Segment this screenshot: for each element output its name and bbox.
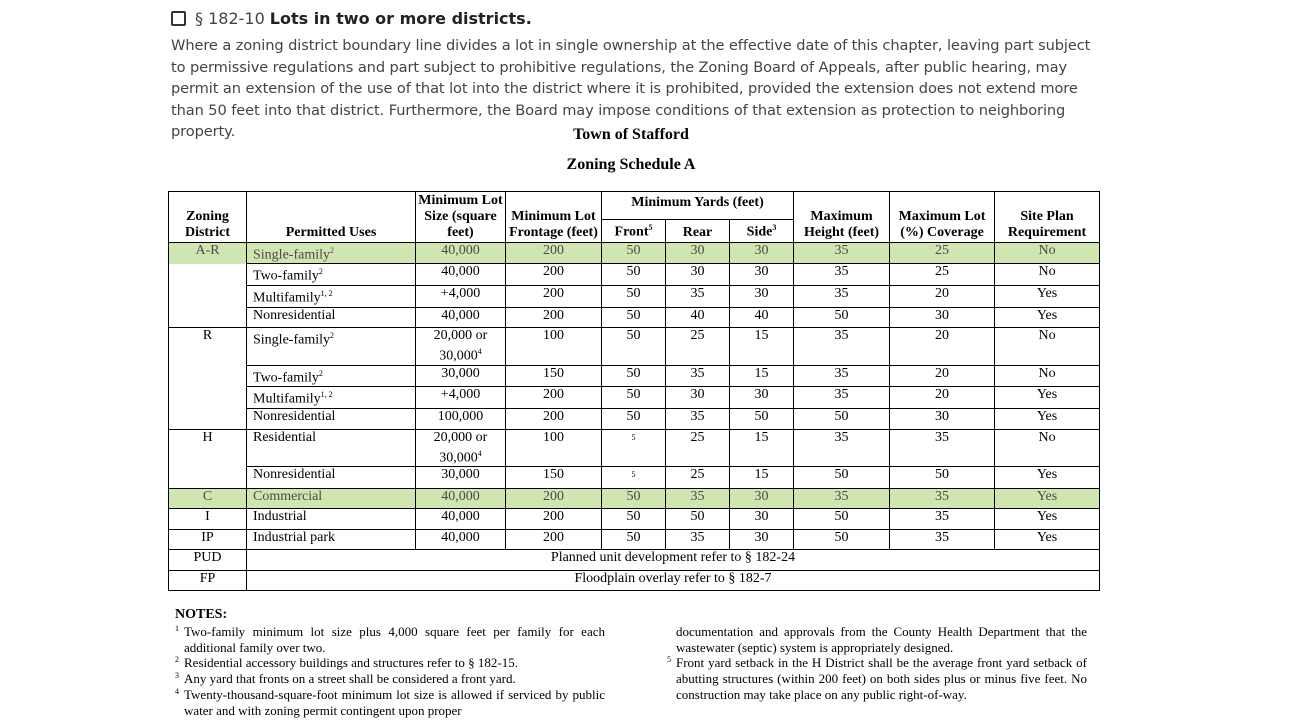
- side-yard-cell: 30: [730, 242, 794, 264]
- table-row: [169, 387, 1100, 409]
- side-yard-cell: 15: [730, 365, 794, 387]
- use-cell: Multifamily$^{1, 2}$: [247, 285, 416, 307]
- table-row: [169, 409, 1100, 430]
- use-cell: Industrial park: [247, 529, 416, 550]
- height-cell: 35: [794, 429, 890, 467]
- section-number: § 182-10: [195, 9, 265, 28]
- height-cell: 50: [794, 409, 890, 430]
- site-plan-cell: Yes: [995, 285, 1100, 307]
- footnote: [667, 655, 1087, 702]
- section-paragraph: Where a zoning district boundary line divides a lot in single ownership at the effective date of this chapter, leaving part subject to permissive regulations and part subject to prohibitive regulations, the Zoning Board of Appeals, after public hearing, may permit an extension of the use of that lot into the district where it is prohibited, provided the extension does not extend more than 50 feet into that district. Furthermore, the Board may impose conditions of that extension as protection to neighboring property.: [171, 37, 1091, 140]
- footnote: [175, 624, 605, 656]
- rear-yard-cell: 35: [666, 285, 730, 307]
- rear-yard-cell: 35: [666, 409, 730, 430]
- coverage-cell: 35: [890, 509, 995, 530]
- front-yard-cell: 50: [602, 328, 666, 366]
- site-plan-cell: Yes: [995, 307, 1100, 328]
- district-cell: H: [169, 429, 247, 467]
- header-min-yards: Minimum Yards (feet): [602, 192, 794, 220]
- front-yard-cell: 5: [602, 429, 666, 467]
- rear-yard-cell: 30: [666, 387, 730, 409]
- site-plan-cell: Yes: [995, 509, 1100, 530]
- district-cell: PUD: [169, 550, 247, 571]
- table-row: [169, 307, 1100, 328]
- frontage-cell: 200: [506, 529, 602, 550]
- side-yard-cell: 15: [730, 328, 794, 366]
- site-plan-cell: Yes: [995, 488, 1100, 509]
- lot-size-cell: 40,000: [416, 529, 506, 550]
- span-row: [169, 570, 1100, 591]
- section-heading: [171, 9, 532, 28]
- footnote-number: 3: [175, 671, 179, 681]
- district-cell: [169, 387, 247, 409]
- document-subtitle: Zoning Schedule A: [566, 156, 696, 173]
- footnote-text: documentation and approvals from the County Health Department that the wastewater (septic) system is appropriately designed.: [676, 623, 1087, 655]
- table-row: [169, 285, 1100, 307]
- header-min-lot-frontage: Minimum Lot Frontage (feet): [506, 192, 602, 243]
- site-plan-cell: Yes: [995, 529, 1100, 550]
- district-cell: [169, 365, 247, 387]
- site-plan-cell: Yes: [995, 409, 1100, 430]
- lot-size-cell: 30,000: [416, 365, 506, 387]
- notes-right-column: [667, 624, 1087, 719]
- district-cell: IP: [169, 529, 247, 550]
- notes-title: NOTES:: [175, 607, 228, 622]
- notes-left-column: [175, 624, 605, 719]
- frontage-cell: 200: [506, 409, 602, 430]
- lot-size-cell: 40,000: [416, 264, 506, 286]
- use-cell: Nonresidential: [247, 409, 416, 430]
- document-title: Town of Stafford: [573, 126, 689, 143]
- rear-yard-cell: 25: [666, 429, 730, 467]
- height-cell: 35: [794, 488, 890, 509]
- coverage-cell: 25: [890, 242, 995, 264]
- frontage-cell: 200: [506, 488, 602, 509]
- header-min-lot-size: Minimum Lot Size (square feet): [416, 192, 506, 243]
- rear-yard-cell: 50: [666, 509, 730, 530]
- use-cell: Commercial: [247, 488, 416, 509]
- district-cell: [169, 409, 247, 430]
- coverage-cell: 30: [890, 307, 995, 328]
- frontage-cell: 200: [506, 387, 602, 409]
- district-cell: [169, 467, 247, 489]
- use-cell: Residential: [247, 429, 416, 467]
- height-cell: 35: [794, 285, 890, 307]
- span-text-cell: Planned unit development refer to § 182-24: [247, 550, 1100, 571]
- footnote-text: Any yard that fronts on a street shall be considered a front yard.: [184, 671, 516, 687]
- footnote: [175, 687, 605, 719]
- footnote-text: Twenty-thousand-square-foot minimum lot size is allowed if serviced by public water and with zoning permit contingent upon proper: [184, 686, 605, 718]
- lot-size-cell: 30,000: [416, 467, 506, 489]
- rear-yard-cell: 40: [666, 307, 730, 328]
- district-cell: C: [169, 488, 247, 509]
- zoning-schedule-table: [168, 191, 1100, 591]
- site-plan-cell: Yes: [995, 387, 1100, 409]
- use-cell: Multifamily$^{1, 2}$: [247, 387, 416, 409]
- footnote: [667, 624, 1087, 656]
- site-plan-cell: No: [995, 328, 1100, 366]
- side-yard-cell: 30: [730, 509, 794, 530]
- height-cell: 50: [794, 307, 890, 328]
- footnote-text: Residential accessory buildings and structures refer to § 182-15.: [184, 655, 518, 671]
- side-yard-cell: 30: [730, 529, 794, 550]
- side-yard-cell: 15: [730, 467, 794, 489]
- frontage-cell: 150: [506, 365, 602, 387]
- frontage-cell: 100: [506, 328, 602, 366]
- front-yard-cell: 50: [602, 264, 666, 286]
- coverage-cell: 20: [890, 328, 995, 366]
- frontage-cell: 200: [506, 307, 602, 328]
- height-cell: 50: [794, 529, 890, 550]
- use-cell: Nonresidential: [247, 307, 416, 328]
- footnote-text: Front yard setback in the H District shall be the average front yard setback of abutting structures (within 200 feet) on both sides plus or minus five feet. No construction may take place on any public right-of-way.: [676, 655, 1087, 702]
- table-row: [169, 242, 1100, 264]
- table-row: [169, 488, 1100, 509]
- table-row: [169, 365, 1100, 387]
- lot-size-cell: +4,000: [416, 285, 506, 307]
- footnote-number: 1: [175, 623, 179, 633]
- site-plan-cell: No: [995, 264, 1100, 286]
- rear-yard-cell: 35: [666, 365, 730, 387]
- side-yard-cell: 50: [730, 409, 794, 430]
- frontage-cell: 200: [506, 264, 602, 286]
- coverage-cell: 30: [890, 409, 995, 430]
- footnote-number: 2: [175, 655, 179, 665]
- coverage-cell: 25: [890, 264, 995, 286]
- site-plan-cell: No: [995, 365, 1100, 387]
- rear-yard-cell: 30: [666, 264, 730, 286]
- coverage-cell: 50: [890, 467, 995, 489]
- lot-size-cell: +4,000: [416, 387, 506, 409]
- lot-size-cell: 40,000: [416, 242, 506, 264]
- front-yard-cell: 50: [602, 529, 666, 550]
- footnote-text: Two-family minimum lot size plus 4,000 square feet per family for each additional family over two.: [184, 623, 605, 655]
- frontage-cell: 200: [506, 509, 602, 530]
- table-row: [169, 328, 1100, 366]
- site-plan-cell: No: [995, 429, 1100, 467]
- front-yard-cell: 50: [602, 307, 666, 328]
- coverage-cell: 35: [890, 529, 995, 550]
- table-row: [169, 467, 1100, 489]
- section-title: Lots in two or more districts.: [269, 9, 532, 28]
- side-yard-cell: 15: [730, 429, 794, 467]
- header-zoning-district: Zoning District: [169, 192, 247, 243]
- district-cell: A-R: [169, 242, 247, 264]
- use-cell: Two-family$^2$: [247, 365, 416, 387]
- notes-section: [175, 607, 1087, 719]
- front-yard-cell: 5: [602, 467, 666, 489]
- header-front: Front$^5$: [602, 220, 666, 243]
- frontage-cell: 150: [506, 467, 602, 489]
- rear-yard-cell: 30: [666, 242, 730, 264]
- side-yard-cell: 30: [730, 488, 794, 509]
- header-side: Side$^3$: [730, 220, 794, 243]
- lot-size-cell: 20,000 or 30,000$^4$: [416, 328, 506, 366]
- use-cell: Industrial: [247, 509, 416, 530]
- rear-yard-cell: 35: [666, 488, 730, 509]
- front-yard-cell: 50: [602, 242, 666, 264]
- lot-size-cell: 40,000: [416, 307, 506, 328]
- header-permitted-uses: Permitted Uses: [247, 192, 416, 243]
- district-cell: I: [169, 509, 247, 530]
- lot-size-cell: 20,000 or 30,000$^4$: [416, 429, 506, 467]
- coverage-cell: 20: [890, 285, 995, 307]
- height-cell: 50: [794, 467, 890, 489]
- use-cell: Two-family$^2$: [247, 264, 416, 286]
- district-cell: [169, 307, 247, 328]
- rear-yard-cell: 35: [666, 529, 730, 550]
- lot-size-cell: 40,000: [416, 509, 506, 530]
- side-yard-cell: 30: [730, 387, 794, 409]
- footnote-number: 4: [175, 686, 179, 696]
- front-yard-cell: 50: [602, 488, 666, 509]
- district-cell: FP: [169, 570, 247, 591]
- site-plan-cell: No: [995, 242, 1100, 264]
- use-cell: Single-family$^2$: [247, 242, 416, 264]
- height-cell: 35: [794, 242, 890, 264]
- table-row: [169, 264, 1100, 286]
- height-cell: 50: [794, 509, 890, 530]
- frontage-cell: 200: [506, 285, 602, 307]
- rear-yard-cell: 25: [666, 328, 730, 366]
- span-text-cell: Floodplain overlay refer to § 182-7: [247, 570, 1100, 591]
- front-yard-cell: 50: [602, 509, 666, 530]
- span-row: [169, 550, 1100, 571]
- rear-yard-cell: 25: [666, 467, 730, 489]
- front-yard-cell: 50: [602, 409, 666, 430]
- district-cell: [169, 264, 247, 286]
- footnote-number: 5: [667, 655, 671, 665]
- coverage-cell: 35: [890, 488, 995, 509]
- header-rear: Rear: [666, 220, 730, 243]
- site-plan-cell: Yes: [995, 467, 1100, 489]
- front-yard-cell: 50: [602, 285, 666, 307]
- side-yard-cell: 40: [730, 307, 794, 328]
- use-cell: Single-family$^2$: [247, 328, 416, 366]
- footnote: [175, 671, 605, 687]
- lot-size-cell: 100,000: [416, 409, 506, 430]
- side-yard-cell: 30: [730, 264, 794, 286]
- coverage-cell: 20: [890, 365, 995, 387]
- district-cell: R: [169, 328, 247, 366]
- footnote: [175, 655, 605, 671]
- height-cell: 35: [794, 365, 890, 387]
- coverage-cell: 35: [890, 429, 995, 467]
- frontage-cell: 100: [506, 429, 602, 467]
- height-cell: 35: [794, 387, 890, 409]
- front-yard-cell: 50: [602, 387, 666, 409]
- frontage-cell: 200: [506, 242, 602, 264]
- header-max-lot-coverage: Maximum Lot (%) Coverage: [890, 192, 995, 243]
- height-cell: 35: [794, 264, 890, 286]
- side-yard-cell: 30: [730, 285, 794, 307]
- lot-size-cell: 40,000: [416, 488, 506, 509]
- table-row: [169, 529, 1100, 550]
- front-yard-cell: 50: [602, 365, 666, 387]
- table-row: [169, 429, 1100, 467]
- table-row: [169, 509, 1100, 530]
- bookmark-checkbox[interactable]: [171, 11, 186, 26]
- header-max-height: Maximum Height (feet): [794, 192, 890, 243]
- coverage-cell: 20: [890, 387, 995, 409]
- district-cell: [169, 285, 247, 307]
- header-site-plan: Site Plan Requirement: [995, 192, 1100, 243]
- use-cell: Nonresidential: [247, 467, 416, 489]
- height-cell: 35: [794, 328, 890, 366]
